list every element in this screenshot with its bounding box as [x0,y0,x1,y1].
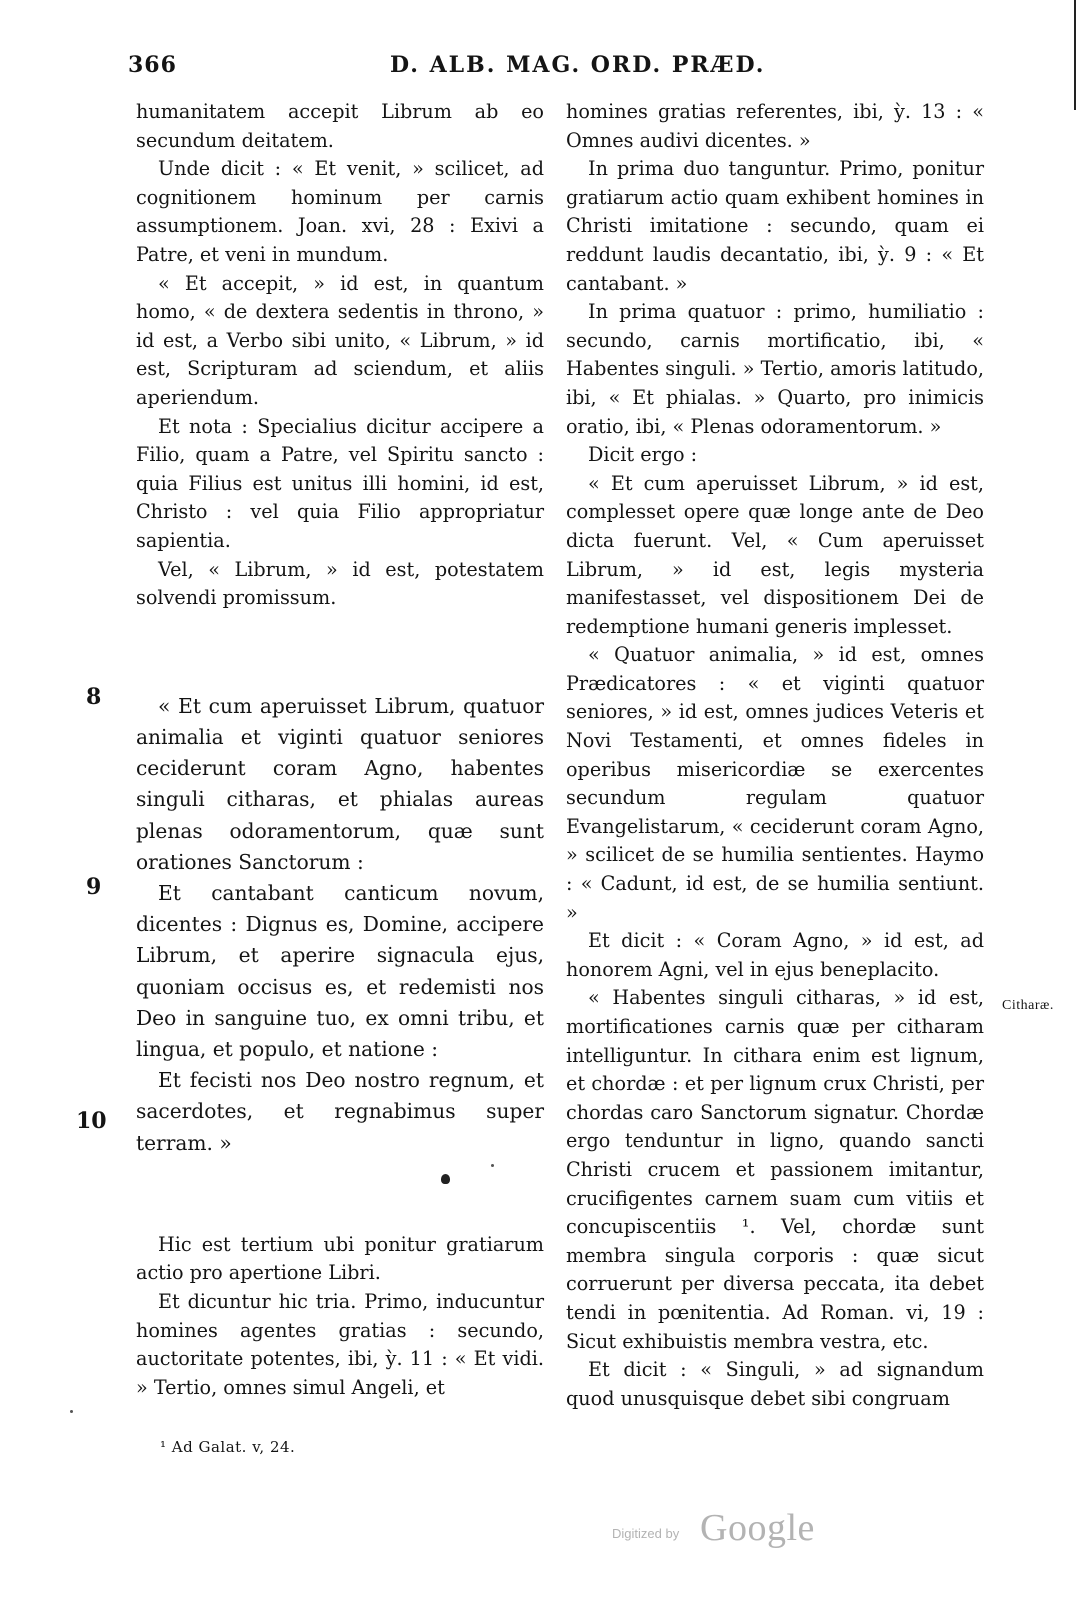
verse-text: Et fecisti nos Deo nostro regnum, et sacerdotes, et regnabimus super terram. » [136,1068,544,1155]
right-column [566,98,984,1413]
paragraph: « Et accepit, » id est, in quantum homo, « de dextera sedentis in throno, » id est, a Verbo sibi unito, « Librum, » id est, Scripturam ad sciendum, et aliis aperiendum. [136,271,544,409]
running-head: D. ALB. MAG. ORD. PRÆD. [390,52,766,78]
digitized-by-label: Digitized by [612,1526,680,1541]
paragraph: « Habentes singuli citharas, » id est, mortificationes carnis quæ per citharam intelliguntur. In cithara enim est lignum, et chordæ : et per lignum crux Christi, per chordas caro Sanctorum signatur. Chordæ ergo tenduntur in ligno, quando sancti Christi crucem et passionem imitantur, crucifigentes carnem suam cum vitiis et concupiscentiis ¹. Vel, chordæ sunt membra singula corporis : quæ sicut corruerunt per diversa peccata, ita debet tendi in pœnitentia. Ad Roman. vi, 19 : Sicut exhibuistis membra vestra, etc. [566,986,984,1353]
paragraph: Et dicit : « Coram Agno, » id est, ad honorem Agni, vel in ejus beneplacito. [566,929,984,981]
verse-number: 10 [76,1108,107,1134]
margin-note: Citharæ. [1002,998,1054,1013]
left-column [136,98,544,1402]
paragraph: Dicit ergo : [588,443,698,467]
paragraph: Vel, « Librum, » id est, potestatem solvendi promissum. [136,557,544,610]
page-number: 366 [128,52,177,78]
paragraph: Unde dicit : « Et venit, » scilicet, ad cognitionem hominum per carnis assumptionem. Joan. xvi, 28 : Exivi a Patre, et veni in mundum. [136,157,544,266]
verse-number: 9 [86,874,102,900]
page-header [128,52,988,86]
paragraph: Et dicit : « Singuli, » ad signandum quod unusquisque debet sibi congruam [566,1358,984,1410]
footnote: ¹ Ad Galat. v, 24. [160,1438,296,1456]
paragraph: Et nota : Specialius dicitur accipere a Filio, quam a Patre, vel Spiritu sancto : quia Filius est unitus illi homini, id est, Christo : vel quia Filio appropriatur sapientia. [136,414,544,552]
paragraph: In prima duo tanguntur. Primo, ponitur gratiarum actio quam exhibent homines in Christi imitatione : secundo, quam ei reddunt laudis decantatio, ibi, ỳ. 9 : « Et cantabant. » [566,157,984,295]
digitized-by-google-watermark [612,1506,852,1550]
printer-ornament [441,1174,450,1184]
ink-speck [70,1410,73,1413]
verse-text: « Et cum aperuisset Librum, quatuor animalia et viginti quatuor seniores ceciderunt coram Agno, habentes singuli citharas, et phialas aureas plenas odoramentorum, quæ sunt orationes Sanctorum : [136,693,544,874]
google-logo: Google [700,1507,815,1549]
paragraph: homines gratias referentes, ibi, ỳ. 13 : « Omnes audivi dicentes. » [566,100,984,152]
paragraph: « Quatuor animalia, » id est, omnes Prædicatores : « et viginti quatuor seniores, » id est, omnes judices Veteris et Novi Testamenti, et omnes fideles in operibus misericordiæ se exercentes secundum regulam quatuor Evangelistarum, « ceciderunt coram Agno, » scilicet de se humilia sentientes. Haymo : « Cadunt, id est, de se humilia sentiunt. » [566,643,984,924]
verse-number: 8 [86,684,102,710]
paragraph: Et dicuntur hic tria. Primo, inducuntur homines agentes gratias : secundo, auctoritate potentes, ibi, ỳ. 11 : « Et vidi. » Tertio, omnes simul Angeli, et [136,1289,544,1399]
page-edge-line [1074,0,1076,110]
verse-text: Et cantabant canticum novum, dicentes : Dignus es, Domine, accipere Librum, et aperire signacula ejus, quoniam occisus es, et redemisti nos Deo in sanguine tuo, ex omni tribu, et lingua, et populo, et natione : [136,880,544,1061]
ink-speck [491,1164,494,1167]
paragraph: Hic est tertium ubi ponitur gratiarum actio pro apertione Libri. [136,1232,544,1285]
paragraph: « Et cum aperuisset Librum, » id est, complesset opere quæ longe ante de Deo dicta fuerunt. Vel, « Cum aperuisset Librum, » id est, legis mysteria manifestasset, vel dispositionem Dei de redemptione humani generis implesset. [566,471,984,638]
paragraph: humanitatem accepit Librum ab eo secundum deitatem. [136,100,544,152]
paragraph: In prima quatuor : primo, humiliatio : secundo, carnis mortificatio, ibi, « Habentes singuli. » Tertio, amoris latitudo, ibi, « Et phialas. » Quarto, pro inimicis oratio, ibi, « Plenas odoramentorum. » [566,300,984,438]
